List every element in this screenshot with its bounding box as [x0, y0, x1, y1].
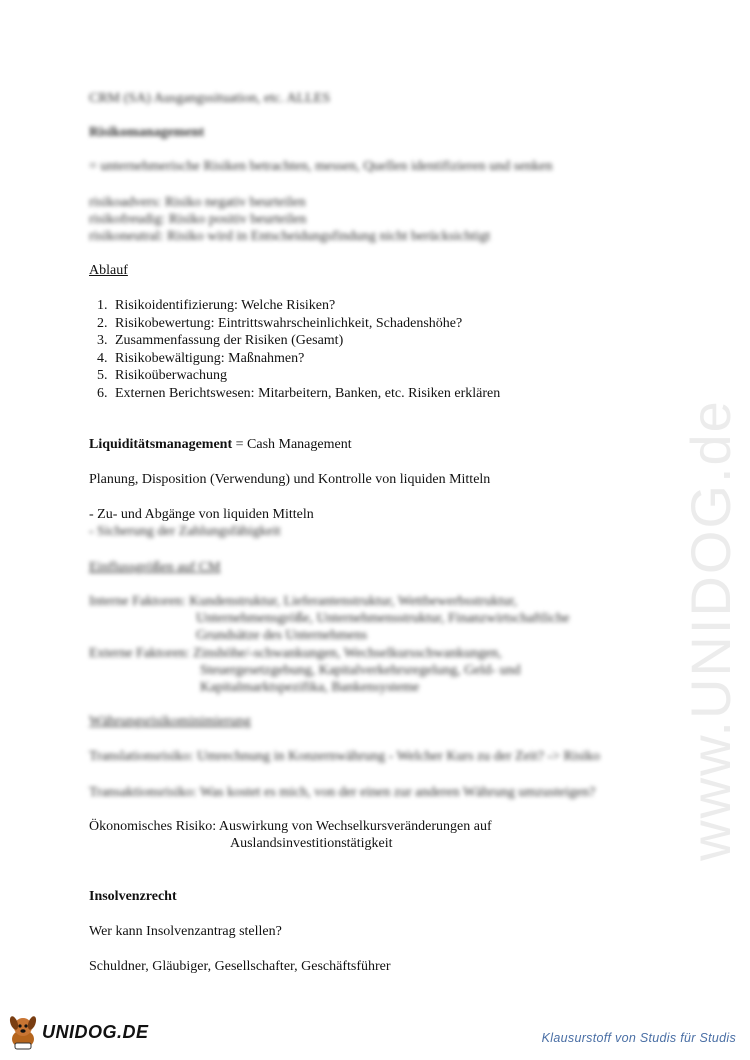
liquidity-heading-suffix: = Cash Management: [232, 437, 352, 452]
footer-tagline: Klausurstoff von Studis für Studis: [541, 1031, 736, 1045]
insolvency-question: Wer kann Insolvenzantrag stellen?: [89, 924, 282, 939]
ablauf-list: [89, 297, 500, 403]
liquidity-point: - Sicherung der Zahlungsfähigkeit: [89, 524, 281, 539]
list-item: 4. Risikobewältigung: Maßnahmen?: [111, 350, 500, 368]
liquidity-heading: Liquiditätsmanagement: [89, 437, 233, 452]
translation-risk: Translationsrisiko: Umrechnung in Konzernwährung - Welcher Kurs zu der Zeit? -> Risiko: [89, 749, 601, 764]
header-line: CRM (SA) Ausgangssituation, etc. ALLES: [89, 91, 331, 106]
risk-heading: Risikomanagement: [89, 125, 205, 140]
list-item: 3. Zusammenfassung der Risiken (Gesamt): [111, 332, 500, 350]
liquidity-definition: Planung, Disposition (Verwendung) und Kontrolle von liquiden Mitteln: [89, 472, 491, 487]
influence-intern: Grundsätze des Unternehmens: [196, 628, 368, 643]
insolvency-heading: Insolvenzrecht: [89, 889, 177, 904]
influence-heading: Einflussgrößen auf CM: [89, 560, 221, 575]
list-item: 1. Risikoidentifizierung: Welche Risiken?: [111, 297, 500, 315]
influence-intern: Interne Faktoren: Kundenstruktur, Lieferantenstruktur, Wettbewerbsstruktur,: [89, 594, 518, 609]
influence-extern: Steuergesetzgebung, Kapitalverkehrsregelung, Geld- und: [200, 663, 521, 678]
risk-line: risikofreudig: Risiko positiv beurteilen: [89, 212, 307, 227]
currency-heading: Währungsrisikominimierung: [89, 714, 251, 729]
influence-extern: Kapitalmarktspezifika, Bankensysteme: [200, 680, 420, 695]
logo-text: UNIDOG.DE: [42, 1021, 149, 1042]
economic-risk: Ökonomisches Risiko: Auswirkung von Wechselkursveränderungen auf: [89, 819, 492, 834]
influence-extern: Externe Faktoren: Zinshöhe/-schwankungen, Wechselkursschwankungen,: [89, 646, 502, 661]
risk-line: risikoadvers: Risiko negativ beurteilen: [89, 195, 306, 210]
list-item: 5. Risikoüberwachung: [111, 367, 500, 385]
transaction-risk: Transaktionsrisiko: Was kostet es mich, von der einen zur anderen Währung umzusteigen?: [89, 785, 596, 800]
ablauf-heading: Ablauf: [89, 263, 128, 278]
liquidity-point: - Zu- und Abgänge von liquiden Mitteln: [89, 507, 314, 522]
unidog-logo: [6, 1012, 156, 1052]
watermark: www.UNIDOG.de: [678, 399, 742, 861]
list-item: 6. Externen Berichtswesen: Mitarbeitern, Banken, etc. Risiken erklären: [111, 385, 500, 403]
dog-mascot-icon: [6, 1013, 40, 1051]
economic-risk-cont: Auslandsinvestitionstätigkeit: [230, 836, 393, 851]
influence-intern: Unternehmensgröße, Unternehmensstruktur, Finanzwirtschaftliche: [196, 611, 570, 626]
list-item: 2. Risikobewertung: Eintrittswahrscheinlichkeit, Schadenshöhe?: [111, 315, 500, 333]
liquidity-heading-line: [89, 437, 352, 453]
risk-definition: = unternehmerische Risiken betrachten, messen, Quellen identifizieren und senken: [89, 159, 553, 174]
insolvency-answer: Schuldner, Gläubiger, Gesellschafter, Geschäftsführer: [89, 959, 391, 974]
risk-line: risikoneutral: Risiko wird in Entscheidungsfindung nicht berücksichtigt: [89, 229, 491, 244]
